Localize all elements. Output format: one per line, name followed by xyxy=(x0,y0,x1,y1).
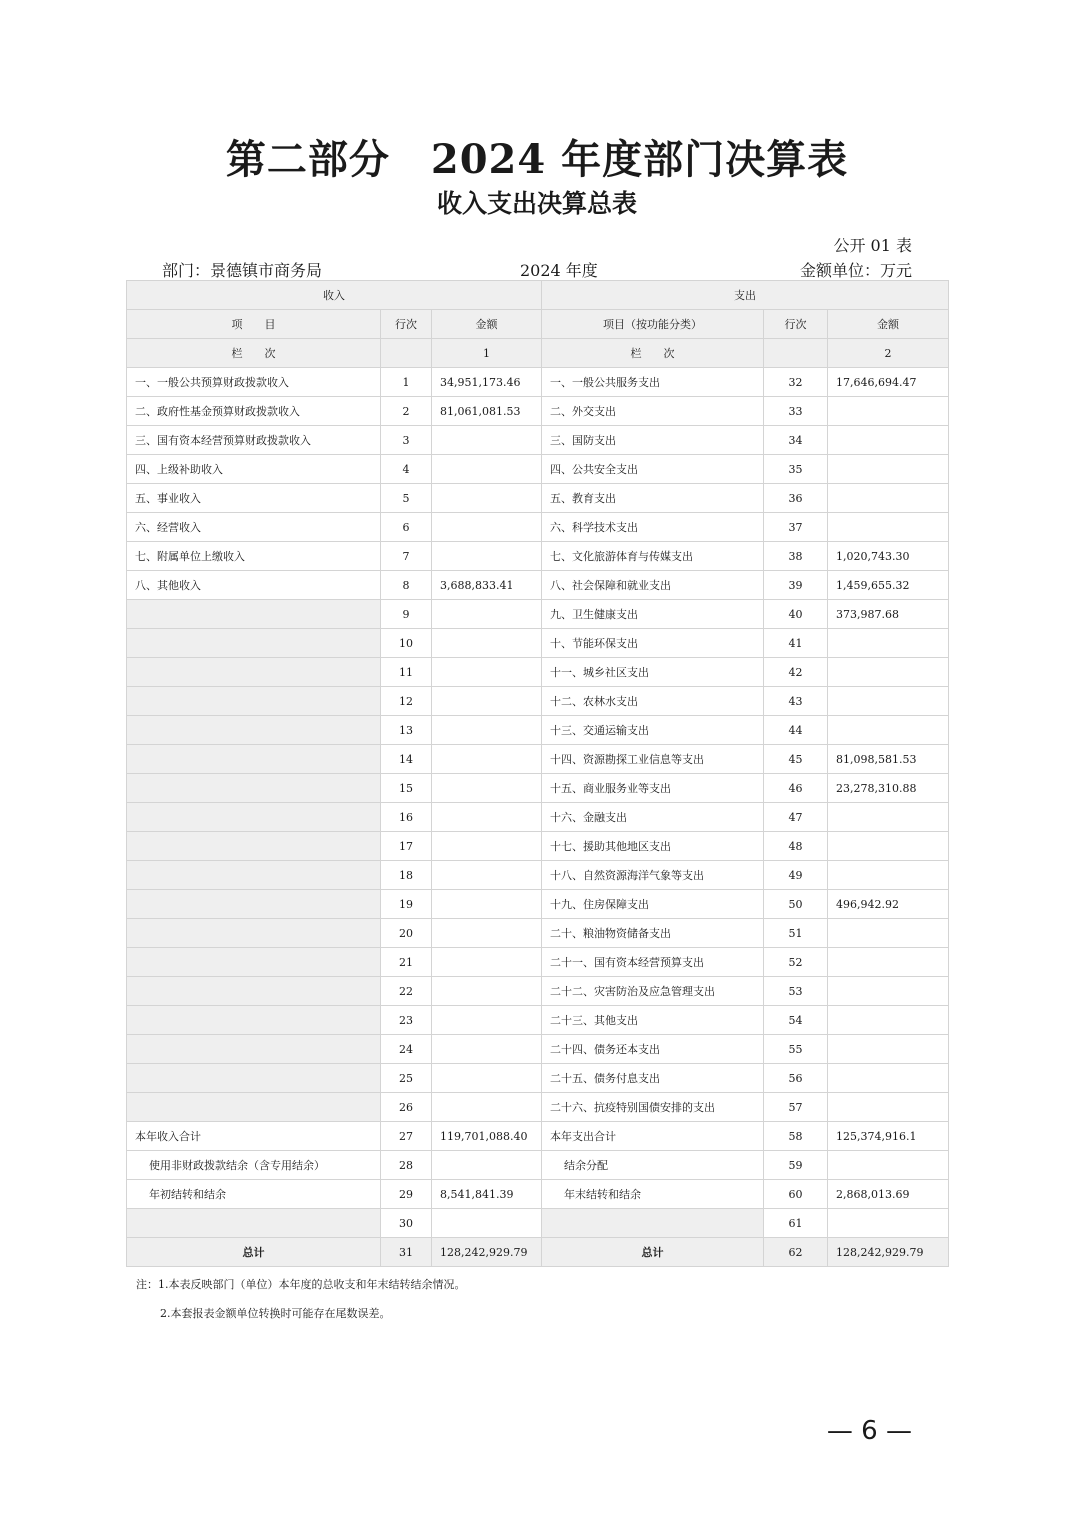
income-amount xyxy=(432,426,542,455)
income-amount xyxy=(432,919,542,948)
income-row-no: 19 xyxy=(381,890,432,919)
income-amount: 3,688,833.41 xyxy=(432,571,542,600)
table-row xyxy=(127,1122,949,1151)
income-row-no: 30 xyxy=(381,1209,432,1238)
income-item xyxy=(127,687,381,716)
table-row xyxy=(127,832,949,861)
income-amount xyxy=(432,890,542,919)
expense-item: 十一、城乡社区支出 xyxy=(542,658,764,687)
expense-row-no: 59 xyxy=(764,1151,828,1180)
col-row-no2-header: 行次 xyxy=(764,310,828,339)
income-item xyxy=(127,890,381,919)
expense-row-no: 46 xyxy=(764,774,828,803)
expense-item: 二十一、国有资本经营预算支出 xyxy=(542,948,764,977)
income-item xyxy=(127,1093,381,1122)
table-row xyxy=(127,1180,949,1209)
income-amount xyxy=(432,658,542,687)
expense-amount xyxy=(828,426,949,455)
expense-row-no: 34 xyxy=(764,426,828,455)
expense-row-no: 42 xyxy=(764,658,828,687)
income-item: 一、一般公共预算财政拨款收入 xyxy=(127,368,381,397)
income-amount: 34,951,173.46 xyxy=(432,368,542,397)
header-row-top xyxy=(127,281,949,310)
expense-amount xyxy=(828,1151,949,1180)
table-row xyxy=(127,484,949,513)
income-item: 二、政府性基金预算财政拨款收入 xyxy=(127,397,381,426)
expense-row-no: 58 xyxy=(764,1122,828,1151)
expense-amount: 1,020,743.30 xyxy=(828,542,949,571)
table-row xyxy=(127,1093,949,1122)
income-item xyxy=(127,1209,381,1238)
income-amount xyxy=(432,1151,542,1180)
col-num1: 1 xyxy=(432,339,542,368)
expense-amount xyxy=(828,397,949,426)
expense-row-no: 41 xyxy=(764,629,828,658)
table-row xyxy=(127,571,949,600)
expense-row-no: 50 xyxy=(764,890,828,919)
income-row-no: 29 xyxy=(381,1180,432,1209)
page-number: — 6 — xyxy=(826,1416,912,1446)
expense-amount xyxy=(828,1093,949,1122)
income-amount xyxy=(432,861,542,890)
expense-amount: 125,374,916.1 xyxy=(828,1122,949,1151)
table-row xyxy=(127,1035,949,1064)
expense-row-no: 32 xyxy=(764,368,828,397)
table-row xyxy=(127,542,949,571)
expense-amount xyxy=(828,1064,949,1093)
income-row-no: 18 xyxy=(381,861,432,890)
col-num2: 2 xyxy=(828,339,949,368)
expense-row-no: 45 xyxy=(764,745,828,774)
expense-item: 十五、商业服务业等支出 xyxy=(542,774,764,803)
expense-amount: 23,278,310.88 xyxy=(828,774,949,803)
table-row xyxy=(127,426,949,455)
expense-amount xyxy=(828,948,949,977)
expense-amount xyxy=(828,716,949,745)
unit-label: 金额单位：万元 xyxy=(799,261,912,280)
expense-row-no: 54 xyxy=(764,1006,828,1035)
total-row xyxy=(127,1238,949,1267)
expense-row-no: 33 xyxy=(764,397,828,426)
col-expense-item-header: 项目（按功能分类） xyxy=(542,310,764,339)
expense-row-no: 51 xyxy=(764,919,828,948)
income-row-no: 28 xyxy=(381,1151,432,1180)
expense-row-no: 37 xyxy=(764,513,828,542)
expense-amount: 496,942.92 xyxy=(828,890,949,919)
table-row xyxy=(127,1006,949,1035)
expense-amount xyxy=(828,1035,949,1064)
income-row-no: 23 xyxy=(381,1006,432,1035)
income-row-no: 27 xyxy=(381,1122,432,1151)
income-total-amount: 128,242,929.79 xyxy=(432,1238,542,1267)
table-row xyxy=(127,745,949,774)
income-row-no: 17 xyxy=(381,832,432,861)
expense-item: 五、教育支出 xyxy=(542,484,764,513)
income-item: 六、经营收入 xyxy=(127,513,381,542)
expense-amount: 2,868,013.69 xyxy=(828,1180,949,1209)
expense-item: 二十、粮油物资储备支出 xyxy=(542,919,764,948)
expense-row-no: 48 xyxy=(764,832,828,861)
expense-amount xyxy=(828,1209,949,1238)
expense-row-no: 36 xyxy=(764,484,828,513)
income-row-no: 4 xyxy=(381,455,432,484)
income-item: 年初结转和结余 xyxy=(127,1180,381,1209)
income-total-label: 总计 xyxy=(127,1238,381,1267)
expense-amount xyxy=(828,977,949,1006)
income-row-no: 7 xyxy=(381,542,432,571)
table-row xyxy=(127,658,949,687)
income-row-no: 16 xyxy=(381,803,432,832)
income-amount xyxy=(432,948,542,977)
expense-item: 十、节能环保支出 xyxy=(542,629,764,658)
expense-row-no: 52 xyxy=(764,948,828,977)
note-1: 注：1.本表反映部门（单位）本年度的总收支和年末结转结余情况。 xyxy=(136,1278,466,1291)
expense-item: 年末结转和结余 xyxy=(542,1180,764,1209)
expense-amount xyxy=(828,861,949,890)
income-amount xyxy=(432,484,542,513)
expense-row-no: 61 xyxy=(764,1209,828,1238)
expense-amount xyxy=(828,513,949,542)
income-item xyxy=(127,832,381,861)
table-row xyxy=(127,368,949,397)
expense-row-no: 49 xyxy=(764,861,828,890)
income-amount xyxy=(432,1035,542,1064)
expense-row-no: 53 xyxy=(764,977,828,1006)
income-row-no: 25 xyxy=(381,1064,432,1093)
expense-amount xyxy=(828,658,949,687)
table-subtitle: 收入支出决算总表 xyxy=(436,189,637,218)
table-row xyxy=(127,455,949,484)
expense-item: 二十六、抗疫特别国债安排的支出 xyxy=(542,1093,764,1122)
income-item: 四、上级补助收入 xyxy=(127,455,381,484)
expense-item: 六、科学技术支出 xyxy=(542,513,764,542)
page-title: 第二部分 2024 年度部门决算表 xyxy=(225,136,849,183)
table-row xyxy=(127,1209,949,1238)
table-row xyxy=(127,1064,949,1093)
expense-item: 二十二、灾害防治及应急管理支出 xyxy=(542,977,764,1006)
income-row-no: 12 xyxy=(381,687,432,716)
col-label2-empty xyxy=(764,339,828,368)
income-item xyxy=(127,919,381,948)
income-row-no: 22 xyxy=(381,977,432,1006)
table-row xyxy=(127,513,949,542)
income-amount xyxy=(432,1209,542,1238)
table-body xyxy=(127,281,949,1267)
income-item xyxy=(127,774,381,803)
income-amount: 119,701,088.40 xyxy=(432,1122,542,1151)
income-row-no: 3 xyxy=(381,426,432,455)
expense-item: 十六、金融支出 xyxy=(542,803,764,832)
income-row-no: 10 xyxy=(381,629,432,658)
expense-item: 本年支出合计 xyxy=(542,1122,764,1151)
expense-item: 一、一般公共服务支出 xyxy=(542,368,764,397)
expense-item: 二、外交支出 xyxy=(542,397,764,426)
table-row xyxy=(127,803,949,832)
table-row xyxy=(127,397,949,426)
expense-row-no: 56 xyxy=(764,1064,828,1093)
expense-row-no: 44 xyxy=(764,716,828,745)
expense-item: 结余分配 xyxy=(542,1151,764,1180)
expense-amount xyxy=(828,687,949,716)
col-label2: 栏 次 xyxy=(542,339,764,368)
expense-item: 十九、住房保障支出 xyxy=(542,890,764,919)
expense-item: 十七、援助其他地区支出 xyxy=(542,832,764,861)
expense-item xyxy=(542,1209,764,1238)
expense-row-no: 57 xyxy=(764,1093,828,1122)
expense-amount xyxy=(828,803,949,832)
income-item: 本年收入合计 xyxy=(127,1122,381,1151)
income-row-no: 2 xyxy=(381,397,432,426)
income-item: 七、附属单位上缴收入 xyxy=(127,542,381,571)
income-amount xyxy=(432,1064,542,1093)
income-total-row-no: 31 xyxy=(381,1238,432,1267)
expense-amount xyxy=(828,832,949,861)
income-amount xyxy=(432,629,542,658)
expense-item: 二十四、债务还本支出 xyxy=(542,1035,764,1064)
expense-amount xyxy=(828,484,949,513)
income-row-no: 5 xyxy=(381,484,432,513)
expense-row-no: 38 xyxy=(764,542,828,571)
income-item xyxy=(127,629,381,658)
expense-item: 二十三、其他支出 xyxy=(542,1006,764,1035)
income-amount xyxy=(432,600,542,629)
income-amount: 8,541,841.39 xyxy=(432,1180,542,1209)
col-row-no-header: 行次 xyxy=(381,310,432,339)
expense-item: 二十五、债务付息支出 xyxy=(542,1064,764,1093)
year-label: 2024 年度 xyxy=(520,261,598,280)
income-item xyxy=(127,861,381,890)
income-item xyxy=(127,977,381,1006)
table-row xyxy=(127,600,949,629)
expense-row-no: 43 xyxy=(764,687,828,716)
income-item: 八、其他收入 xyxy=(127,571,381,600)
note-2: 2.本套报表金额单位转换时可能存在尾数误差。 xyxy=(160,1307,391,1320)
income-amount xyxy=(432,977,542,1006)
income-header: 收入 xyxy=(127,281,542,310)
col-label: 栏 次 xyxy=(127,339,381,368)
expense-amount: 1,459,655.32 xyxy=(828,571,949,600)
expense-item: 七、文化旅游体育与传媒支出 xyxy=(542,542,764,571)
table-row xyxy=(127,716,949,745)
income-item xyxy=(127,745,381,774)
income-row-no: 1 xyxy=(381,368,432,397)
table-row xyxy=(127,774,949,803)
income-item xyxy=(127,803,381,832)
income-row-no: 8 xyxy=(381,571,432,600)
income-amount xyxy=(432,745,542,774)
expense-item: 八、社会保障和就业支出 xyxy=(542,571,764,600)
table-row xyxy=(127,687,949,716)
income-item xyxy=(127,658,381,687)
income-item xyxy=(127,1035,381,1064)
income-item xyxy=(127,716,381,745)
income-item xyxy=(127,1006,381,1035)
income-row-no: 26 xyxy=(381,1093,432,1122)
income-row-no: 14 xyxy=(381,745,432,774)
income-amount xyxy=(432,1093,542,1122)
col-amount2-header: 金额 xyxy=(828,310,949,339)
income-amount xyxy=(432,513,542,542)
income-amount xyxy=(432,716,542,745)
income-item: 五、事业收入 xyxy=(127,484,381,513)
expense-amount xyxy=(828,455,949,484)
table-row xyxy=(127,919,949,948)
form-number: 公开 01 表 xyxy=(833,236,912,255)
meta-row xyxy=(162,258,912,280)
expense-amount xyxy=(828,1006,949,1035)
income-amount xyxy=(432,803,542,832)
income-row-no: 13 xyxy=(381,716,432,745)
income-amount xyxy=(432,774,542,803)
expense-row-no: 40 xyxy=(764,600,828,629)
expense-item: 四、公共安全支出 xyxy=(542,455,764,484)
income-row-no: 15 xyxy=(381,774,432,803)
expense-row-no: 35 xyxy=(764,455,828,484)
table-row xyxy=(127,890,949,919)
income-row-no: 9 xyxy=(381,600,432,629)
income-amount xyxy=(432,1006,542,1035)
income-amount xyxy=(432,455,542,484)
expense-item: 十三、交通运输支出 xyxy=(542,716,764,745)
income-amount xyxy=(432,832,542,861)
header-row-columns xyxy=(127,310,949,339)
expense-amount xyxy=(828,919,949,948)
table-row xyxy=(127,629,949,658)
col-label-empty xyxy=(381,339,432,368)
income-item: 使用非财政拨款结余（含专用结余） xyxy=(127,1151,381,1180)
expense-amount: 81,098,581.53 xyxy=(828,745,949,774)
income-item xyxy=(127,948,381,977)
expense-row-no: 60 xyxy=(764,1180,828,1209)
expense-row-no: 47 xyxy=(764,803,828,832)
expense-amount: 17,646,694.47 xyxy=(828,368,949,397)
income-item: 三、国有资本经营预算财政拨款收入 xyxy=(127,426,381,455)
expense-amount: 373,987.68 xyxy=(828,600,949,629)
col-item-header: 项 目 xyxy=(127,310,381,339)
table-row xyxy=(127,1151,949,1180)
expense-row-no: 39 xyxy=(764,571,828,600)
income-item xyxy=(127,600,381,629)
expense-item: 十四、资源勘探工业信息等支出 xyxy=(542,745,764,774)
income-amount xyxy=(432,542,542,571)
expense-row-no: 55 xyxy=(764,1035,828,1064)
header-row-label xyxy=(127,339,949,368)
expense-total-row-no: 62 xyxy=(764,1238,828,1267)
department-label: 部门：景德镇市商务局 xyxy=(162,261,323,280)
income-row-no: 21 xyxy=(381,948,432,977)
income-amount: 81,061,081.53 xyxy=(432,397,542,426)
income-item xyxy=(127,1064,381,1093)
expense-item: 十二、农林水支出 xyxy=(542,687,764,716)
expense-item: 九、卫生健康支出 xyxy=(542,600,764,629)
table-row xyxy=(127,861,949,890)
expense-total-amount: 128,242,929.79 xyxy=(828,1238,949,1267)
table-row xyxy=(127,977,949,1006)
col-amount-header: 金额 xyxy=(432,310,542,339)
expense-total-label: 总计 xyxy=(542,1238,764,1267)
income-amount xyxy=(432,687,542,716)
expense-header: 支出 xyxy=(542,281,949,310)
table-row xyxy=(127,948,949,977)
income-row-no: 6 xyxy=(381,513,432,542)
expense-item: 三、国防支出 xyxy=(542,426,764,455)
income-row-no: 20 xyxy=(381,919,432,948)
income-row-no: 11 xyxy=(381,658,432,687)
budget-table xyxy=(126,280,949,1267)
income-row-no: 24 xyxy=(381,1035,432,1064)
expense-amount xyxy=(828,629,949,658)
expense-item: 十八、自然资源海洋气象等支出 xyxy=(542,861,764,890)
